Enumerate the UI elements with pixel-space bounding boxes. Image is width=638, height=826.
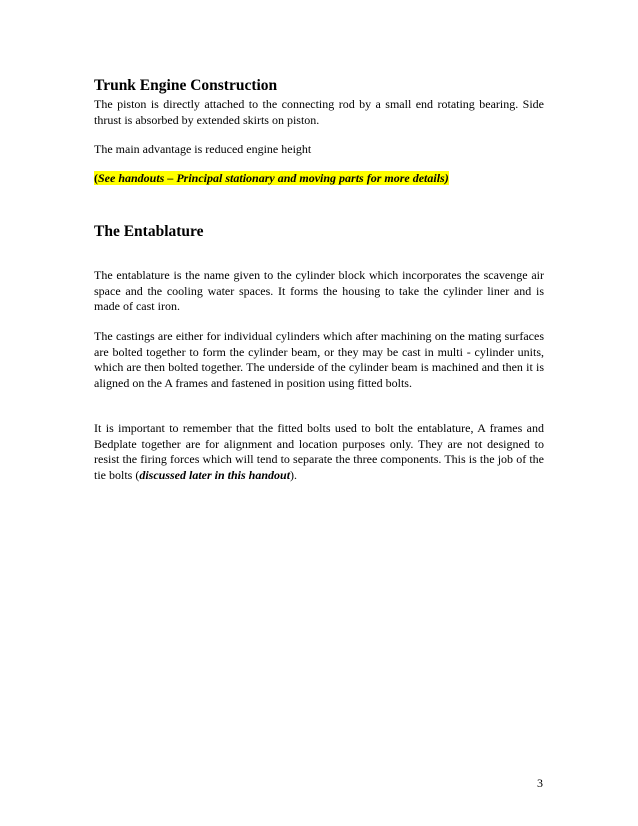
handout-note bbox=[94, 171, 544, 187]
handout-note-paren: ( bbox=[94, 171, 98, 185]
trunk-engine-paragraph-2: The main advantage is reduced engine height bbox=[94, 142, 312, 156]
page-number: 3 bbox=[537, 776, 543, 790]
tie-bolts-reference: discussed later in this handout bbox=[139, 467, 291, 482]
handout-note-text: See handouts – Principal stationary and moving parts for more details) bbox=[98, 171, 449, 185]
trunk-engine-paragraph-1: The piston is directly attached to the connecting rod by a small end rotating bearing. Side thrust is absorbed by extended skirts on piston. bbox=[94, 97, 544, 127]
entablature-paragraph-3 bbox=[94, 421, 544, 483]
entablature-paragraph-1: The entablature is the name given to the cylinder block which incorporates the scavenge air space and the cooling water spaces. It forms the housing to take the cylinder liner and is made of cast iron. bbox=[94, 268, 544, 314]
entablature-paragraph-3-text: It is important to remember that the fitted bolts used to bolt the entablature, A frames and Bedplate together are for alignment and location purposes only. They are not designed to resist the firing forces which will tend to separate the three components. This is the job of the tie bolts ( bbox=[94, 421, 544, 482]
handout-note-highlight bbox=[94, 171, 449, 185]
entablature-paragraph-2: The castings are either for individual cylinders which after machining on the mating surfaces are bolted together to form the cylinder beam, or they may be cast in multi - cylinder units, which are then bolted together. The underside of the cylinder beam is machined and then it is aligned on the A frames and fastened in position using fitted bolts. bbox=[94, 329, 544, 390]
section-heading-entablature: The Entablature bbox=[94, 223, 204, 240]
section-heading-trunk-engine: Trunk Engine Construction bbox=[94, 77, 278, 94]
entablature-paragraph-3-end: ). bbox=[290, 467, 298, 482]
